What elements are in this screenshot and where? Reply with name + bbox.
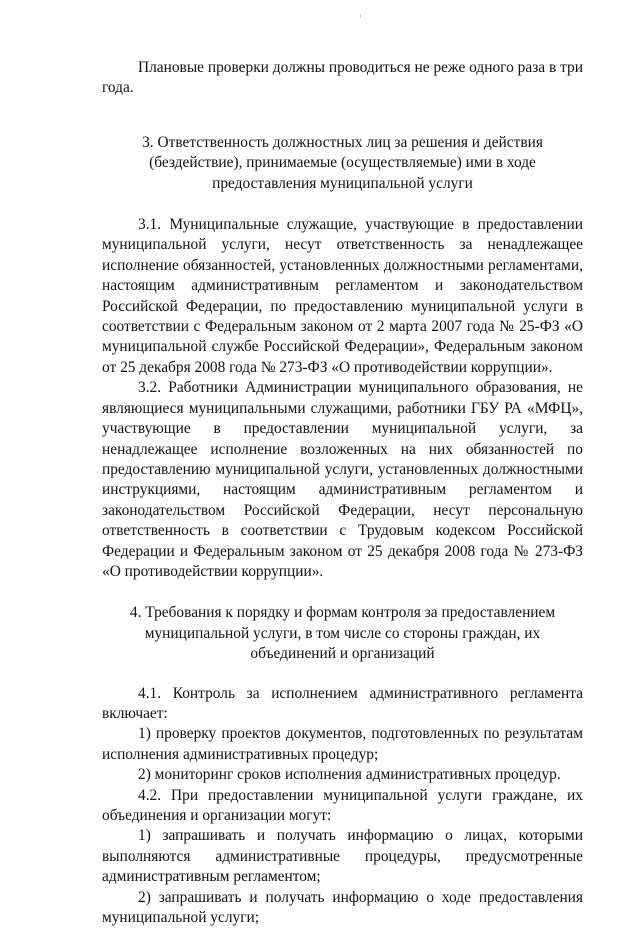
paragraph-4-1-item-1: 1) проверку проектов документов, подготовленных по результатам исполнения административных процедур; bbox=[102, 725, 583, 763]
scan-mark bbox=[360, 14, 361, 18]
paragraph-3-2: 3.2. Работники Администрации муниципального образования, не являющиеся муниципальными служащими, работники ГБУ РА «МФЦ», участвующие в предоставлении муниципальной услуги, за ненадлежащее исполнение возложенных на них обязанностей по предоставлению муниципальной услуги, установленных должностными инструкциями, настоящим административным регламентом и законодательством Российской Федерации, несут персональную ответственность в соответствии с Трудовым кодексом Российской Федерации и Федеральным законом от 25 декабря 2008 года № 273-ФЗ «О противодействии коррупции». bbox=[102, 379, 583, 580]
section-3-heading: 3. Ответственность должностных лиц за решения и действия (бездействие), принимаемые (осуществляемые) ими в ходе предоставления муниципальной услуги bbox=[142, 133, 543, 192]
section-4-heading: 4. Требования к порядку и формам контроля за предоставлением муниципальной услуги, в том числе со стороны граждан, их объединений и организаций bbox=[129, 604, 556, 663]
paragraph-4-2-item-1: 1) запрашивать и получать информацию о лицах, которыми выполняются административные процедуры, предусмотренные административным регламентом; bbox=[102, 827, 583, 886]
paragraph-4-2: 4.2. При предоставлении муниципальной услуги граждане, их объединения и организации могут: bbox=[102, 786, 583, 824]
paragraph-4-2-item-2: 2) запрашивать и получать информацию о ходе предоставления муниципальной услуги; bbox=[102, 888, 583, 927]
paragraph-4-1: 4.1. Контроль за исполнением административного регламента включает: bbox=[102, 684, 583, 722]
paragraph-4-1-item-2: 2) мониторинг сроков исполнения административных процедур. bbox=[138, 766, 561, 784]
intro-paragraph: Плановые проверки должны проводиться не реже одного раза в три года. bbox=[102, 59, 583, 97]
paragraph-3-1: 3.1. Муниципальные служащие, участвующие в предоставлении муниципальной услуги, несут ответственность за ненадлежащее исполнение обязанностей, установленных должностными регламентами, настоящим административным регламентом и законодательством Российской Федерации, по предоставлению муниципальной услуги в соответствии с Федеральным законом от 2 марта 2007 года № 25-ФЗ «О муниципальной службе Российской Федерации», Федеральным законом от 25 декабря 2008 года № 273-ФЗ «О противодействии коррупции». bbox=[102, 216, 583, 376]
